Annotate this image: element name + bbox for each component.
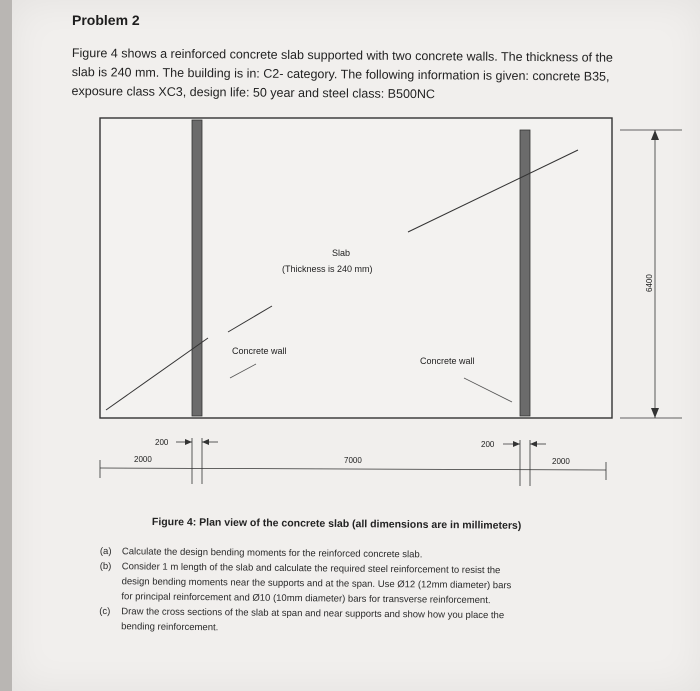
left-wall bbox=[192, 120, 202, 416]
question-marker: (a) bbox=[99, 545, 112, 558]
question-text: Consider 1 m length of the slab and calculate the required steel reinforcement to resist the design bending moments near the supports and at the span. Use Ø12 (12mm diameter) bars for principal reinforcement and Ø10 (10mm diameter) bars for transverse reinforcement. bbox=[121, 561, 512, 607]
paragraph-line: Figure 4 shows a reinforced concrete slab supported with two concrete walls. The thickness of the bbox=[71, 45, 613, 65]
question-text: Calculate the design bending moments for the reinforced concrete slab. bbox=[121, 546, 423, 561]
right-wall-label: Concrete wall bbox=[420, 356, 475, 366]
slab-label: Slab bbox=[332, 248, 351, 258]
question-marker: (b) bbox=[99, 560, 112, 573]
right-wall bbox=[520, 130, 530, 416]
question-marker: (c) bbox=[99, 605, 111, 618]
paragraph-line: exposure class XC3, design life: 50 year and steel class: B500NC bbox=[71, 83, 436, 102]
right-wall-thickness-label: 200 bbox=[481, 440, 495, 449]
problem-title: Problem 2 bbox=[72, 12, 140, 28]
left-wall-thickness-label: 200 bbox=[155, 438, 169, 447]
question-b bbox=[99, 559, 659, 610]
question-c bbox=[99, 604, 659, 640]
figure-caption: Figure 4: Plan view of the concrete slab (all dimensions are in millimeters) bbox=[151, 516, 522, 532]
question-text: Draw the cross sections of the slab at span and near supports and show how you place the bending reinforcement. bbox=[121, 606, 505, 634]
left-wall-label: Concrete wall bbox=[232, 346, 287, 356]
left-overhang-label: 2000 bbox=[134, 455, 152, 464]
right-overhang-label: 2000 bbox=[552, 457, 570, 466]
depth-dimension bbox=[620, 130, 682, 418]
depth-dim-label: 6400 bbox=[645, 274, 654, 292]
slab-thickness-label: (Thickness is 240 mm) bbox=[282, 264, 373, 274]
question-list bbox=[99, 544, 660, 640]
span-label: 7000 bbox=[344, 456, 362, 465]
paragraph-line: slab is 240 mm. The building is in: C2- category. The following information is given: concrete B35, bbox=[71, 64, 610, 84]
